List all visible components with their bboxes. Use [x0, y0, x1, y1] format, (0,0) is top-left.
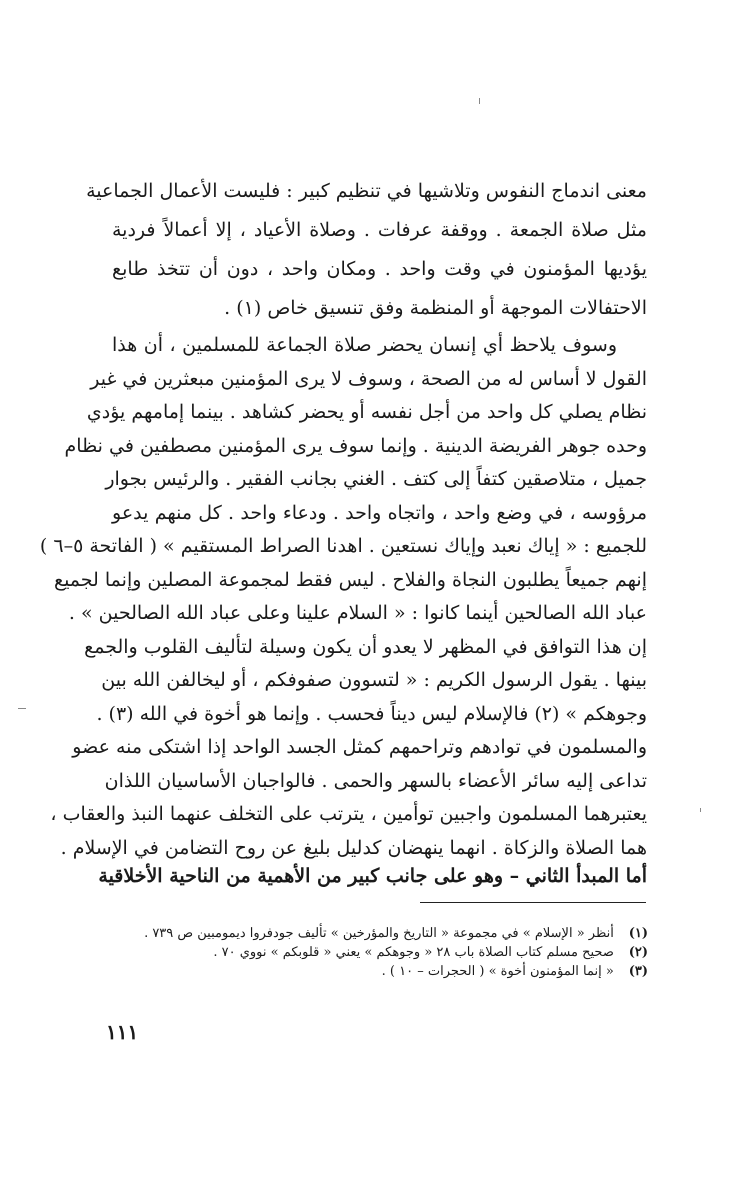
- text-line: يعتبرهما المسلمون واجبين توأمين ، يترتب على التخلف عنهما النبذ والعقاب ،: [50, 803, 647, 825]
- text-line: والمسلمون في توادهم وتراحمهم كمثل الجسد الواحد إذا اشتكى منه عضو: [72, 736, 647, 758]
- text-line: هما الصلاة والزكاة . انهما ينهضان كدليل بليغ عن روح التضامن في الإسلام .: [60, 836, 647, 859]
- text-line: وحده جوهر الفريضة الدينية . وإنما سوف يرى المؤمنين مصطفين في نظام: [64, 434, 647, 457]
- text-line: وجوهكم » (٢) فالإسلام ليس ديناً فحسب . وإنما هو أخوة في الله (٣) .: [96, 702, 647, 725]
- text-line: الاحتفالات الموجهة أو المنظمة وفق تنسيق خاص (١) .: [224, 297, 647, 319]
- text-line: أما المبدأ الثاني – وهو على جانب كبير من الأهمية من الناحية الأخلاقية: [98, 865, 647, 887]
- text-line: القول لا أساس له من الصحة ، وسوف لا يرى المؤمنين مبعثرين في غير: [90, 367, 647, 390]
- text-line: إن هذا التوافق في المظهر لا يعدو أن يكون وسيلة لتأليف القلوب والجمع: [84, 635, 647, 658]
- text-line: يؤديها المؤمنون في وقت واحد . ومكان واحد ، دون أن تتخذ طابع: [112, 258, 647, 280]
- footnote-number: (٢): [628, 945, 648, 960]
- footnotes: [142, 924, 648, 981]
- footnote-number: (٣): [628, 964, 648, 979]
- scan-speck: [18, 708, 26, 709]
- text-line: عباد الله الصالحين أينما كانوا : « السلام علينا وعلى عباد الله الصالحين » .: [68, 602, 647, 624]
- text-line: تداعى إليه سائر الأعضاء بالسهر والحمى . فالواجبان الأساسيان اللذان: [104, 769, 647, 792]
- text-line: بينها . يقول الرسول الكريم : « لتسوون صفوفكم ، أو ليخالفن الله بين: [101, 669, 647, 691]
- footnote-number: (١): [628, 926, 648, 941]
- footnote-1: [142, 924, 648, 943]
- paragraph-3: [98, 858, 647, 894]
- text-line: مرؤوسه ، في وضع واحد ، واتجاه واحد . ودعاء واحد . كل منهم يدعو: [112, 501, 647, 524]
- text-line: وسوف يلاحظ أي إنسان يحضر صلاة الجماعة للمسلمين ، أن هذا: [112, 334, 617, 356]
- text-line: نظام يصلي كل واحد من أجل نفسه أو يحضر كشاهد . بينما إمامهم يؤدي: [86, 401, 647, 423]
- footnote-2: [142, 943, 648, 962]
- page-number: ١١١: [106, 1020, 139, 1044]
- footnote-text: صحيح مسلم كتاب الصلاة باب ٢٨ « وجوهكم » يعني « قلوبكم » نووي ٧٠ .: [213, 945, 614, 960]
- text-line: معنى اندماج النفوس وتلاشيها في تنظيم كبير : فليست الأعمال الجماعية: [86, 180, 647, 202]
- paragraph-2: [39, 329, 647, 865]
- paragraph-1: [86, 172, 647, 328]
- footnote-text: « إنما المؤمنون أخوة » ( الحجرات – ١٠ ) .: [381, 964, 614, 979]
- scan-speck: [479, 98, 480, 104]
- text-line: إنهم جميعاً يطلبون النجاة والفلاح . ليس فقط لمجموعة المصلين وإنما لجميع: [53, 568, 647, 591]
- text-line: جميل ، متلاصقين كتفاً إلى كتف . الغني بجانب الفقير . والرئيس بجوار: [105, 468, 647, 490]
- footnote-divider: [420, 902, 646, 903]
- footnote-3: [142, 962, 648, 981]
- text-line: للجميع : « إياك نعبد وإياك نستعين . اهدنا الصراط المستقيم » ( الفاتحة ٥–٦ ): [39, 535, 647, 557]
- text-line: مثل صلاة الجمعة . ووقفة عرفات . وصلاة الأعياد ، إلا أعمالاً فردية: [112, 219, 647, 241]
- scan-speck: [700, 808, 701, 812]
- footnote-text: أنظر « الإسلام » في مجموعة « التاريخ والمؤرخين » تأليف جودفروا ديمومبين ص ٧٣٩ .: [144, 926, 614, 941]
